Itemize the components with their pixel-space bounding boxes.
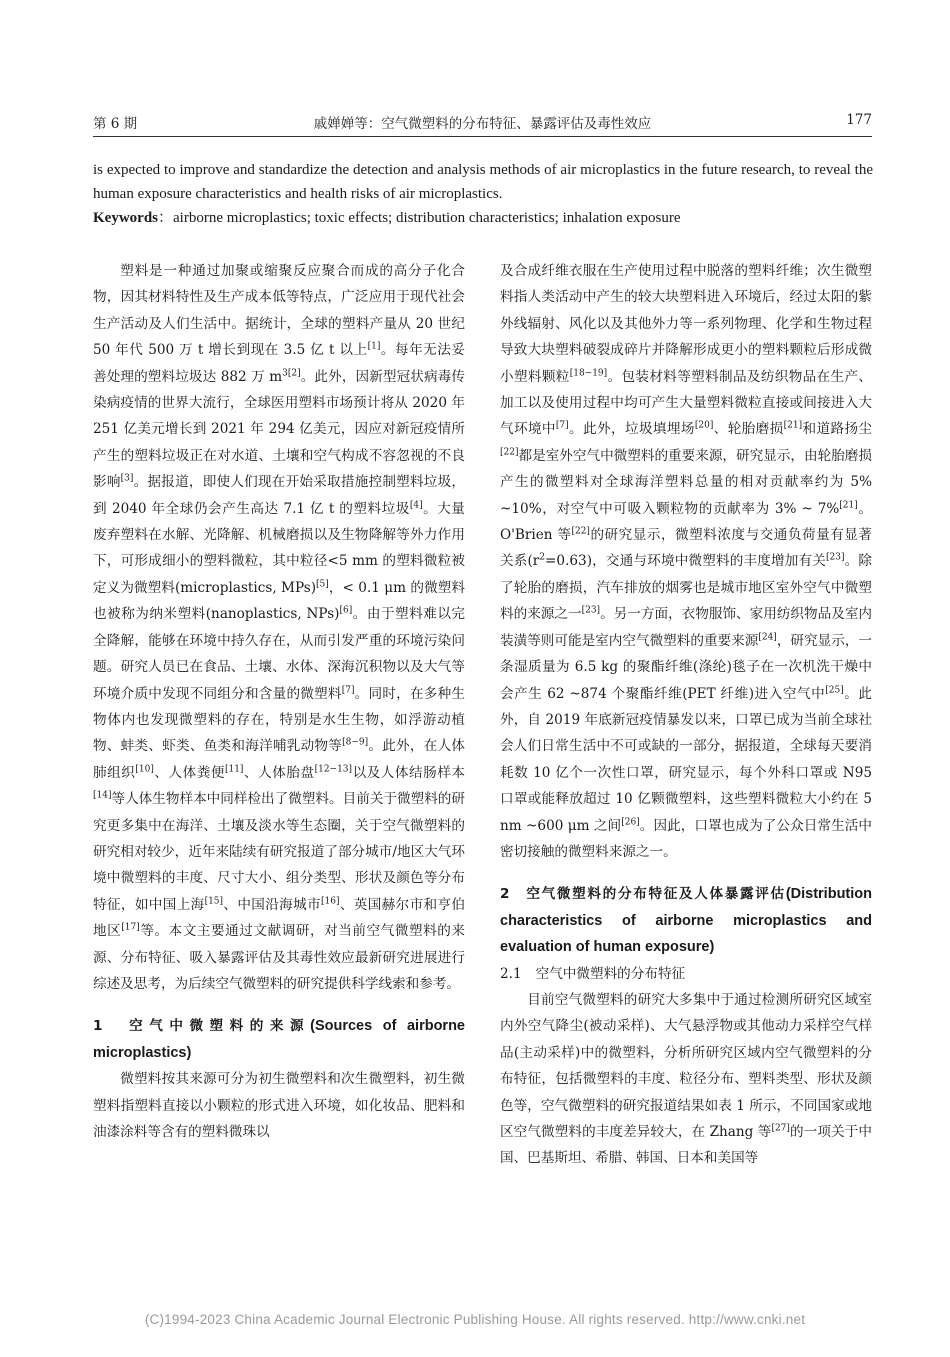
citation: [26] xyxy=(621,817,640,827)
citation: [24] xyxy=(758,632,777,643)
citation: [16] xyxy=(321,896,340,907)
citation: [1] xyxy=(367,341,381,352)
issue-label: 第 6 期 xyxy=(93,116,138,132)
keywords-text: ：airborne microplastics; toxic effects; distribution characteristics; inhalation exposure xyxy=(158,210,681,226)
sources-paragraph: 及合成纤维衣服在生产使用过程中脱落的塑料纤维；次生微塑料指人类活动中产生的较大块塑料进入环境后，经过太阳的紫外线辐射、风化以及其他外力等一系列物理、化学和生物过程导致大块塑料破裂成碎片并降解形成更小的塑料颗粒后形成微小塑料颗粒[18−19]。包装材料等塑料制品及纺织物品在生产、加工以及使用过程中均可产生大量塑料微粒直接或间接进入大气环境中[7]。此外，垃圾填埋场[20]、轮胎磨损[21]和道路扬尘[22]都是室外空气中微塑料的重要来源，研究显示，由轮胎磨损产生的微塑料对全球海洋塑料总量的相对贡献率约为 5% ~10%，对空气中可吸入颗粒物的贡献率为 3% ~ 7%[21]。O'Brien 等[22]的研究显示，微塑料浓度与交通负荷量有显著关系$(r^2=0.63)$，交通与环境中微塑料的丰度增加有关[23]。除了轮胎的磨损，汽车排放的烟雾也是城市地区室外空气中微塑料的来源之一[23]。另一方面，衣物服饰、家用纺织物品及室内装潢等则可能是室内空气微塑料的重要来源[24]，研究显示，一条湿质量为 6.5 kg 的聚酯纤维(涤纶)毯子在一次机洗干燥中会产生 62 ~874 个聚酯纤维(PET 纤维)进入空气中[25]。此外，自 2019 年底新冠疫情暴发以来，口罩已成为当前全球社会人们日常生活中不可或缺的一部分，据报道，全球每天要消耗数 10 亿个一次性口罩，研究显示，每个外科口罩或 N95 口罩或能释放超过 10 亿颗微塑料，这些塑料微粒大小约在 5 nm ~600 μm 之间[26]。因此，口罩也成为了公众日常生活中密切接触的微塑料来源之一。 xyxy=(500,263,873,860)
citation: [10] xyxy=(135,764,154,775)
citation: [2] xyxy=(287,368,301,379)
citation: [23] xyxy=(826,552,845,563)
right-column xyxy=(500,258,872,1172)
copyright-footer: (C)1994-2023 China Academic Journal Electronic Publishing House. All rights reserved. http://www.cnki.net xyxy=(144,1312,806,1327)
citation: [27] xyxy=(771,1123,790,1134)
citation: [11] xyxy=(224,764,244,775)
header-rule xyxy=(93,136,872,137)
subsection-2-1-heading: 2.1 空气中微塑料的分布特征 xyxy=(500,965,686,982)
citation: [18−19] xyxy=(569,368,608,379)
running-title: 戚婵婵等：空气微塑料的分布特征、暴露评估及毒性效应 xyxy=(313,116,652,132)
citation: [22] xyxy=(500,447,519,458)
superscript: 2 xyxy=(539,552,546,563)
left-column xyxy=(93,258,465,1145)
citation: [15] xyxy=(204,896,224,907)
citation: [12−13] xyxy=(314,764,353,775)
citation: [3] xyxy=(120,473,134,484)
citation: [4] xyxy=(409,500,423,511)
citation: [21] xyxy=(783,420,803,431)
citation: [8−9] xyxy=(342,737,369,748)
abstract-tail xyxy=(93,158,873,230)
citation: [14] xyxy=(93,790,112,801)
citation: [6] xyxy=(339,605,353,616)
citation: [23] xyxy=(581,605,601,616)
citation: [7] xyxy=(555,420,569,431)
citation: [22] xyxy=(571,526,590,537)
running-header xyxy=(93,112,872,138)
page-number: 177 xyxy=(846,112,872,128)
citation: [21] xyxy=(839,500,858,511)
citation: [25] xyxy=(825,684,844,695)
subsection-2-1-paragraph: 目前空气微塑料的研究大多集中于通过检测所研究区域室内外空气降尘(被动采样)、大气悬浮物或其他动力采样空气样品(主动采样)中的微塑料，分析所研究区域内空气微塑料的分布特征，包括微塑料的丰度、粒径分布、塑料类型、形状及颜色等，空气微塑料的研究报道结果如表 1 所示，不同国家或地区空气微塑料的丰度差异较大，在 Zhang 等[27]的一项关于中国、巴基斯坦、希腊、韩国、日本和美国等 xyxy=(500,991,872,1167)
section-1-heading: 1 空气中微塑料的来源(Sources of airborne microplastics) xyxy=(93,1018,465,1061)
abstract-text: is expected to improve and standardize the detection and analysis methods of air microplastics in the future research, to reveal the human exposure characteristics and health risks of air microplastics. xyxy=(93,162,873,202)
section-2-heading: 2 空气微塑料的分布特征及人体暴露评估(Distribution characteristics of airborne microplastics and evaluation of human exposure) xyxy=(500,886,872,956)
intro-paragraph: 塑料是一种通过加聚或缩聚反应聚合而成的高分子化合物，因其材料特性及生产成本低等特点，广泛应用于现代社会生产活动及人们生活中。据统计，全球的塑料产量从 20 世纪 50 年代 500 万 t 增长到现在 3.5 亿 t 以上[1]。每年无法妥善处理的塑料垃圾达 882 万 $m^{3[2]}$。此外，因新型冠状病毒传染病疫情的世界大流行，全球医用塑料市场预计将从 2020 年 251 亿美元增长到 2021 年 294 亿美元，因应对新冠疫情所产生的塑料垃圾正在对水道、土壤和空气构成不容忽视的不良影响[3]。据报道，即使人们现在开始采取措施控制塑料垃圾，到 2040 年全球仍会产生高达 7.1 亿 t 的塑料垃圾[4]。大量废弃塑料在水解、光降解、机械磨损以及生物降解等外力作用下，可形成细小的塑料微粒，其中粒径<5 mm 的塑料微粒被定义为微塑料(microplastics, MPs)[5]，< 0.1 μm 的微塑料也被称为纳米塑料(nanoplastics, NPs)[6]。由于塑料难以完全降解，能够在环境中持久存在，从而引发严重的环境污染问题。研究人员已在食品、土壤、水体、深海沉积物以及大气等环境介质中发现不同组分和含量的微塑料[7]。同时，在多种生物体内也发现微塑料的存在，特别是水生生物，如浮游动植物、蚌类、虾类、鱼类和海洋哺乳动物等[8−9]。此外，在人体肺组织[10]、人体粪便[11]、人体胎盘[12−13]以及人体结肠样本[14]等人体生物样本中同样检出了微塑料。目前关于微塑料的研究更多集中在海洋、土壤及淡水等生态圈，关于空气微塑料的研究相对较少，近年来陆续有研究报道了部分城市/地区大气环境中微塑料的丰度、尺寸大小、组分类型、形状及颜色等分布特征，如中国上海[15]、中国沿海城市[16]、英国赫尔市和亨伯地区[17]等。本文主要通过文献调研，对当前空气微塑料的来源、分布特征、吸入暴露评估及其毒性效应最新研究进展进行综述及思考，为后续空气微塑料的研究提供科学线索和参考。 xyxy=(93,263,466,992)
superscript: 3 xyxy=(282,368,288,379)
citation: [5] xyxy=(316,579,329,590)
keywords-line xyxy=(93,206,873,230)
citation: [17] xyxy=(121,922,140,933)
keywords-label: Keywords xyxy=(93,210,158,226)
citation: [20] xyxy=(694,420,714,431)
section-1-paragraph: 微塑料按其来源可分为初生微塑料和次生微塑料，初生微塑料指塑料直接以小颗粒的形式进入环境，如化妆品、肥料和油漆涂料等含有的塑料微珠以 xyxy=(93,1071,465,1140)
citation: [7] xyxy=(341,684,355,695)
